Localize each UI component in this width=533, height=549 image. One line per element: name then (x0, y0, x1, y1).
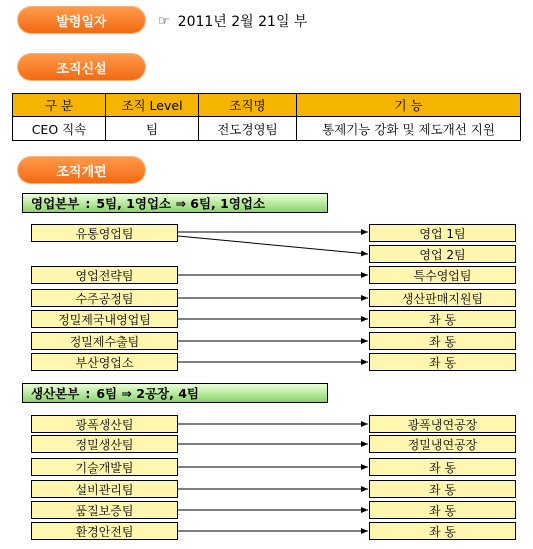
header-category: 구 분 (13, 94, 106, 117)
org-new-section-label: 조직신설 (18, 54, 145, 80)
pointing-hand-icon: ☞ (158, 13, 170, 29)
new-team-box: 생산판매지원팀 (369, 289, 516, 307)
old-team-box: 정밀생산팀 (31, 435, 178, 453)
sales-division-summary: 5팀, 1영업소 ⇒ 6팀, 1영업소 (96, 196, 266, 211)
cell-category: CEO 직속 (13, 117, 106, 141)
new-team-box: 좌 동 (369, 458, 516, 476)
new-team-box: 좌 동 (369, 480, 516, 498)
old-team-box: 환경안전팀 (31, 522, 178, 540)
new-team-box: 좌 동 (369, 522, 516, 540)
old-team-box: 영업전략팀 (31, 266, 178, 284)
new-team-box: 좌 동 (369, 501, 516, 519)
sales-division-header: 영업본부 : 5팀, 1영업소 ⇒ 6팀, 1영업소 (22, 193, 328, 213)
old-team-box: 품질보증팀 (31, 501, 178, 519)
production-division-summary: 6팀 ⇒ 2공장, 4팀 (96, 386, 199, 401)
issue-date-value: 2011년 2월 21일 부 (177, 14, 308, 30)
new-team-box: 영업 1팀 (369, 224, 516, 242)
sales-division-name: 영업본부 (31, 196, 80, 211)
header-level: 조직 Level (106, 94, 199, 117)
new-team-box: 좌 동 (369, 353, 516, 371)
header-function: 기 능 (297, 94, 521, 117)
cell-org-name: 전도경영팀 (199, 117, 297, 141)
new-team-box: 영업 2팀 (369, 245, 516, 263)
new-team-box: 특수영업팀 (369, 266, 516, 284)
cell-level: 팀 (106, 117, 199, 141)
issue-date-section-label: 발령일자 (18, 7, 145, 33)
production-division-header: 생산본부 : 6팀 ⇒ 2공장, 4팀 (22, 383, 328, 403)
old-team-box: 광폭생산팀 (31, 415, 178, 433)
new-team-box: 정밀냉연공장 (369, 435, 516, 453)
old-team-box: 부산영업소 (31, 353, 178, 371)
arrow-sales-2 (178, 236, 368, 254)
header-org-name: 조직명 (199, 94, 297, 117)
org-change-section-label: 조직개편 (18, 157, 145, 183)
cell-function: 통제기능 강화 및 제도개선 지원 (297, 117, 521, 141)
old-team-box: 설비관리팀 (31, 480, 178, 498)
new-team-box: 좌 동 (369, 310, 516, 328)
production-division-name: 생산본부 (31, 386, 80, 401)
old-team-box: 유통영업팀 (31, 224, 178, 242)
old-team-box: 기술개발팀 (31, 458, 178, 476)
old-team-box: 정밀제수출팀 (31, 332, 178, 350)
new-team-box: 좌 동 (369, 332, 516, 350)
old-team-box: 수주공정팀 (31, 289, 178, 307)
new-team-box: 광폭냉연공장 (369, 415, 516, 433)
old-team-box: 정밀제국내영업팀 (31, 310, 178, 328)
